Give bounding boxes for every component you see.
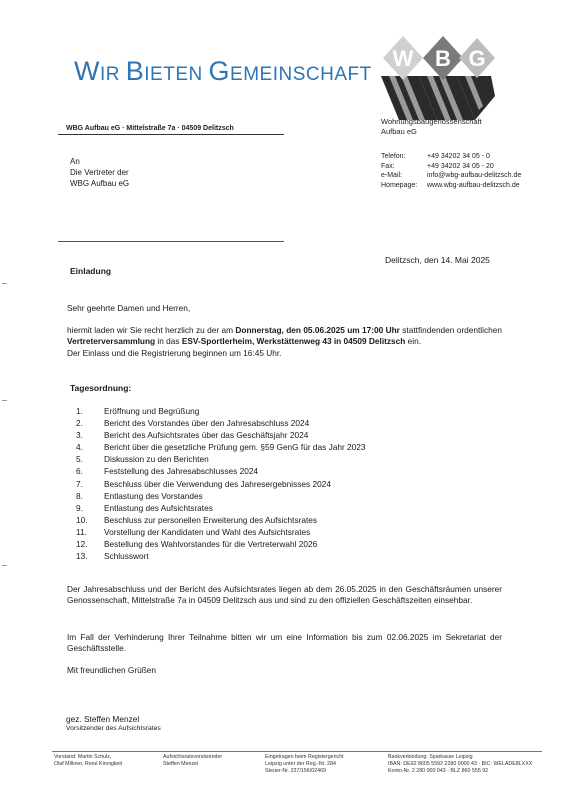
intro-paragraph: hiermit laden wir Sie recht herzlich zu der am Donnerstag, den 05.06.2025 um 17:00 Uhr stattfindenden ordentlichen Vertreterversammlung in das ESV-Sportlerheim, Werkstättenweg 43 in 04509 Delitzsch ein. Der Einlass und die Registrierung beginnen um 16:45 Uhr. [67, 325, 502, 358]
logo-letter-g: G [468, 46, 486, 71]
annual-report-paragraph: Der Jahresabschluss und der Bericht des Aufsichtsrates liegen ab dem 26.05.2025 in den Geschäftsräumen unserer Genossenschaft, Mittelstraße 7a in 04509 Delitzsch aus und sind zu den offiziellen Geschäftszeiten einsehbar. [67, 584, 502, 606]
recipient-line: WBG Aufbau eG [70, 179, 130, 188]
agenda-item [76, 502, 366, 514]
fold-mark [2, 565, 7, 566]
registration-info: Der Einlass und die Registrierung beginnen um 16:45 Uhr. [67, 347, 282, 358]
agenda-item [76, 465, 366, 477]
agenda-item [76, 417, 366, 429]
agenda-item-number: 10. [76, 514, 88, 525]
letter-date: Delitzsch, den 14. Mai 2025 [385, 255, 490, 265]
contact-block [381, 152, 521, 190]
wbg-logo [379, 32, 497, 120]
sender-line: WBG Aufbau eG · Mittelstraße 7a · 04509 Delitzsch [66, 125, 234, 132]
contact-label: Telefon: [381, 153, 406, 160]
signature-role: Vorsitzender des Aufsichtsrates [66, 725, 161, 732]
agenda-item-text: Schlusswort [104, 551, 149, 562]
agenda-item-number: 9. [76, 502, 83, 513]
footer-bank: Bankverbindung: Sparkasse Leipzig IBAN: DE92 8605 5592 2280 0000 43 · BIC: WELADE8LXXX Konto-Nr. 2 280 000 043 · BLZ 860 555 92 [388, 754, 533, 774]
agenda-item-text: Entlastung des Vorstandes [104, 490, 203, 501]
agenda-item [76, 405, 366, 417]
agenda-item [76, 441, 366, 453]
contact-label: Homepage: [381, 181, 418, 189]
agenda-item-number: 4. [76, 442, 83, 453]
company-line2: Aufbau eG [381, 127, 417, 136]
agenda-item [76, 550, 366, 562]
agenda-item-text: Beschluss zur personellen Erweiterung des Aufsichtsrates [104, 514, 318, 525]
recipient-line: An [70, 157, 80, 166]
agenda-item [76, 514, 366, 526]
agenda-item [76, 478, 366, 490]
agenda-item-text: Vorstellung der Kandidaten und Wahl des Aufsichtsrates [104, 526, 311, 537]
agenda-title: Tagesordnung: [70, 383, 132, 393]
phone-value: +49 34202 34 05 - 0 [427, 153, 490, 160]
recipient-line: Die Vertreter der [70, 168, 129, 177]
footer-rule [52, 751, 542, 752]
agenda-item [76, 429, 366, 441]
agenda-item [76, 453, 366, 465]
agenda-list [76, 405, 366, 562]
letter-subject: Einladung [70, 266, 112, 276]
agenda-item-text: Feststellung des Jahresabschlusses 2024 [104, 466, 259, 477]
fax-value: +49 34202 34 05 - 20 [427, 162, 494, 170]
email-link[interactable]: info@wbg-aufbau-delitzsch.de [427, 172, 522, 179]
meeting-datetime: Donnerstag, den 05.06.2025 um 17:00 Uhr [235, 325, 400, 335]
footer-board: Vorstand: Martin Schulz, Olaf Milkner, René Kinnigkeit [54, 754, 123, 767]
agenda-item-text: Bericht des Aufsichtsrates über das Geschäftsjahr 2024 [104, 430, 309, 441]
agenda-item [76, 538, 366, 550]
company-line1: Wohnungsbaugenossenschaft [381, 117, 482, 126]
agenda-item-number: 13. [76, 551, 88, 562]
meeting-type: Vertreterversammlung [67, 336, 156, 347]
fold-mark [2, 283, 7, 284]
agenda-item-text: Bericht über die gesetzliche Prüfung gem. §59 GenG für das Jahr 2023 [104, 442, 366, 453]
sender-rule [58, 134, 284, 135]
contact-label: Fax: [381, 162, 395, 170]
agenda-item-text: Entlastung des Aufsichtsrates [104, 502, 213, 513]
salutation: Sehr geehrte Damen und Herren, [67, 303, 191, 313]
closing: Mit freundlichen Grüßen [67, 665, 157, 675]
signature-name: gez. Steffen Menzel [66, 714, 140, 724]
agenda-item-text: Beschluss über die Verwendung des Jahresergebnisses 2024 [104, 478, 331, 489]
agenda-item-text: Eröffnung und Begrüßung [104, 406, 200, 416]
footer-register: Eingetragen beim Registergericht Leipzig unter der Reg.-Nr. 284 Steuer-Nr. 237/156/02469 [265, 754, 344, 774]
contact-label: e-Mail: [381, 172, 403, 179]
agenda-item-number: 2. [76, 418, 83, 429]
slogan: WIR BIETEN GEMEINSCHAFT [74, 56, 372, 86]
agenda-item-number: 8. [76, 490, 83, 501]
agenda-item-number: 5. [76, 454, 83, 465]
agenda-item-number: 6. [76, 466, 83, 477]
agenda-item [76, 526, 366, 538]
agenda-item-number: 11. [76, 526, 87, 537]
homepage-link[interactable]: www.wbg-aufbau-delitzsch.de [427, 181, 520, 189]
agenda-item-number: 3. [76, 430, 83, 441]
agenda-item-number: 7. [76, 478, 83, 489]
agenda-item-text: Diskussion zu den Berichten [104, 454, 209, 465]
logo-letter-b: B [435, 46, 451, 71]
agenda-item-text: Bestellung des Wahlvorstandes für die Vertreterwahl 2026 [104, 539, 318, 550]
agenda-item-number: 1. [76, 406, 83, 416]
agenda-item [76, 490, 366, 502]
meeting-location: ESV-Sportlerheim, Werkstättenweg 43 in 04509 Delitzsch [181, 336, 406, 347]
punch-mark [2, 400, 7, 401]
footer-supervisory: Aufsichtsratsvorsitzender Steffen Menzel [163, 754, 223, 767]
agenda-item-number: 12. [76, 539, 88, 550]
logo-stripes [381, 76, 495, 120]
company-name [381, 117, 482, 137]
logo-letter-w: W [392, 46, 414, 71]
absence-paragraph: Im Fall der Verhinderung Ihrer Teilnahme bitten wir um eine Information bis zum 02.06.2025 im Sekretariat der Geschäftsstelle. [67, 632, 502, 654]
address-rule [58, 241, 284, 242]
recipient-address [70, 156, 129, 189]
agenda-item-text: Bericht des Vorstandes über den Jahresabschluss 2024 [104, 418, 310, 429]
